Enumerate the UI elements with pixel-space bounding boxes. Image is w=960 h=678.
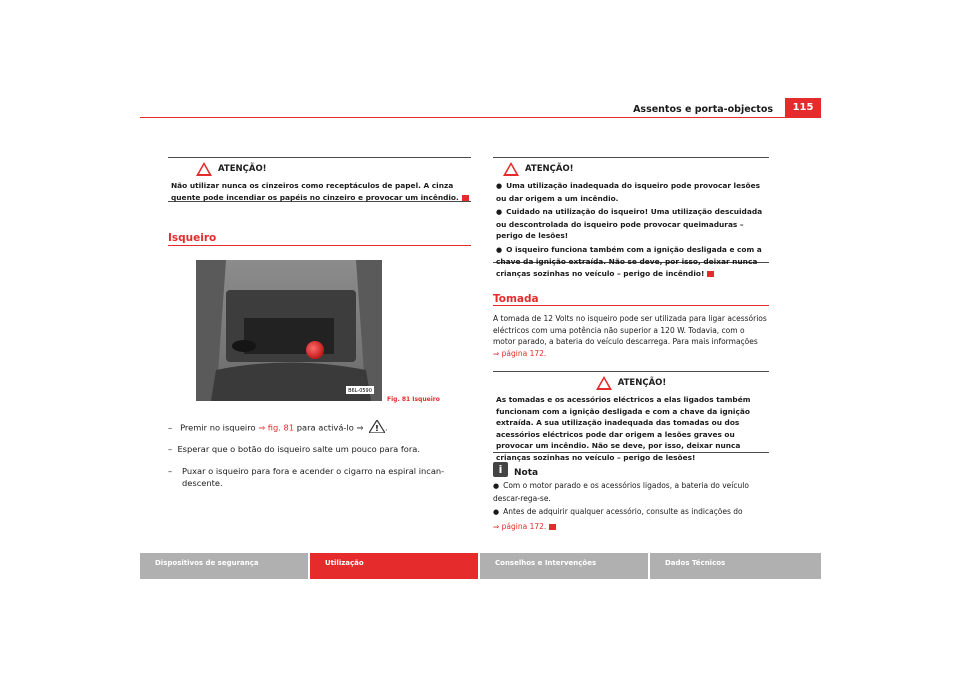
warning-bullets: [493, 180, 769, 279]
note-icon: i: [493, 462, 508, 477]
warning-triangle-icon: [369, 420, 385, 436]
page-172-link[interactable]: ⇒ página 172.: [493, 521, 547, 531]
svg-text:!: !: [375, 424, 379, 433]
warning-title: ATENÇÃO!: [218, 164, 267, 174]
nota-bullet: ● Antes de adquirir qualquer acessório, consulte as indicações do: [493, 506, 771, 519]
tomada-text: A tomada de 12 Volts no isqueiro pode ser utilizada para ligar acessórios eléctricos com uma potência não superior a 120 W. Todavia, com o motor parado, a bateria do veículo descarrega. Para mais informações: [493, 314, 767, 346]
warning-text-content: Não utilizar nunca os cinzeiros como receptáculos de papel. A cinza quente pode incendiar os papéis no cinzeiro e provocar um incêndio.: [171, 181, 459, 202]
footer-tab-label: Conselhos e Intervenções: [495, 559, 597, 567]
warning-triangle-icon: !: [503, 162, 519, 176]
step-dash: –: [168, 466, 173, 476]
warning-box-isqueiro: [493, 157, 769, 278]
warning-text: [168, 180, 471, 203]
section-title-tomada: Tomada: [493, 293, 539, 305]
step-3-text: Puxar o isqueiro para fora e acender o cigarro na espiral incan-descente.: [182, 466, 445, 488]
header-rule: [140, 117, 821, 118]
warning-header: [493, 372, 769, 394]
warning-bullet-text: ● O isqueiro funciona também com a ignição desligada e com a chave da ignição extraída. Não se deve, por isso, deixar nunca crianças sozinhas no veículo – perigo de incêndio!: [496, 245, 762, 278]
warning-bullet: ● Uma utilização inadequada do isqueiro pode provocar lesões ou dar origem a um incêndio.: [496, 180, 767, 204]
lighter-illustration: [196, 260, 382, 401]
warning-bullet: ● Cuidado na utilização do isqueiro! Uma utilização descuidada ou descontrolada do isqueiro pode provocar queimaduras – perigo de lesões!: [496, 206, 767, 242]
step-3: [168, 465, 471, 489]
cigarette-lighter-photo: [196, 260, 382, 401]
step-1: – Premir no isqueiro ⇒ fig. 81 para activá-lo ⇒ ! .: [168, 420, 468, 436]
step-dash: –: [168, 444, 173, 454]
footer-tab-conselhos[interactable]: [480, 553, 648, 579]
footer-tab-label: Dispositivos de segurança: [155, 559, 259, 567]
footer-tab-utilizacao[interactable]: [310, 553, 478, 579]
warning-triangle-icon: !: [196, 162, 212, 176]
footer-tab-label: Dados Técnicos: [665, 559, 726, 567]
running-header-title: Assentos e porta-objectos: [633, 104, 773, 115]
photo-code: B6L-0590: [348, 388, 372, 394]
footer-tab-dados[interactable]: [650, 553, 821, 579]
warning-title: ATENÇÃO!: [617, 378, 667, 388]
fig-81-link[interactable]: ⇒ fig. 81: [258, 422, 295, 433]
warning-triangle-icon: !: [596, 376, 612, 390]
nota-ref-line: [493, 521, 771, 533]
warning-box-tomada: [493, 371, 769, 462]
step-1-text: Premir no isqueiro: [180, 422, 259, 433]
nota-title: Nota: [514, 468, 539, 478]
step-2-text: Esperar que o botão do isqueiro salte um pouco para fora.: [177, 444, 420, 454]
warning-box-ashtray: [168, 157, 471, 202]
nota-bullet: ● Com o motor parado e os acessórios ligados, a bateria do veículo descar-rega-se.: [493, 480, 771, 504]
footer-tab-dispositivos[interactable]: [140, 553, 308, 579]
step-2: [168, 443, 468, 455]
figure-caption: Fig. 81 Isqueiro: [387, 396, 440, 403]
tomada-paragraph: [493, 313, 769, 359]
warning-header: [168, 158, 471, 180]
end-mark-icon: [549, 524, 556, 530]
step-1-tail: para activá-lo ⇒: [294, 422, 364, 433]
warning-header: [493, 158, 769, 180]
nota-header: [493, 460, 538, 478]
section-title-isqueiro: Isqueiro: [168, 232, 217, 244]
nota-bullets: [493, 480, 771, 532]
section-rule: [493, 305, 769, 306]
footer-tab-label: Utilização: [325, 559, 364, 567]
warning-bullet-last: [496, 244, 767, 280]
end-mark-icon: [707, 271, 714, 277]
page-number: 115: [785, 98, 821, 117]
warning-text: As tomadas e os acessórios eléctricos a elas ligados também funcionam com a ignição desligada e com a chave da ignição extraída. A sua utilização inadequada das tomadas ou dos acessórios eléctricos pode dar origem a lesões graves ou provocar um incêndio. Não se deve, por isso, deixar nunca crianças sozinhas no veículo – perigo de lesões!: [496, 395, 751, 462]
page-172-link[interactable]: ⇒ página 172.: [493, 348, 547, 358]
end-mark-icon: [462, 195, 469, 201]
warning-title: ATENÇÃO!: [525, 164, 574, 174]
section-rule: [168, 245, 471, 246]
step-dash: –: [168, 422, 173, 433]
